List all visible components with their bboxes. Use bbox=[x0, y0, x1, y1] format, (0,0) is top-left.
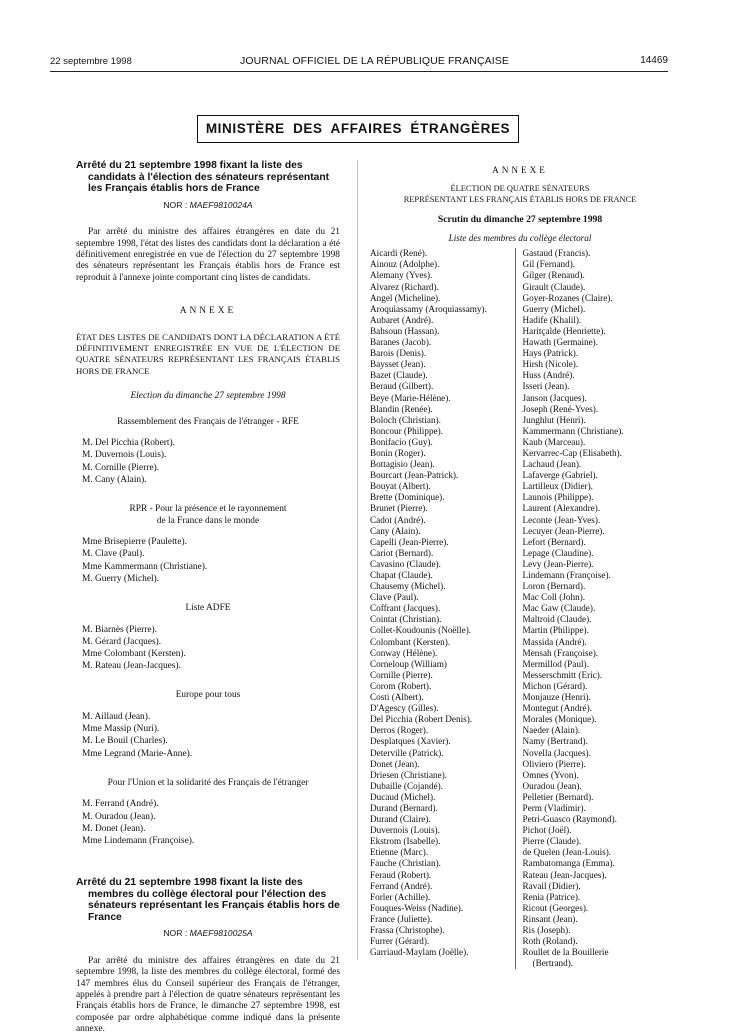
candidate: M. Guerry (Michel). bbox=[82, 573, 160, 584]
members-table bbox=[370, 248, 670, 969]
member-entry: Rateau (Jean-Jacques). bbox=[522, 869, 607, 880]
member-entry: Clave (Paul). bbox=[370, 592, 419, 603]
member-entry: Capelli (Jean-Pierre). bbox=[370, 536, 449, 547]
arrete1-nor bbox=[76, 200, 340, 212]
candidate: Mme Legrand (Marie-Anne). bbox=[82, 748, 193, 759]
member-entry: Ravail (Didier). bbox=[522, 880, 581, 891]
member-entry: Etienne (Marc). bbox=[370, 847, 429, 858]
nor-value: MAEF9810025A bbox=[189, 928, 253, 939]
member-entry: Huss (André). bbox=[522, 370, 575, 381]
member-entry: Brunet (Pierre). bbox=[370, 503, 428, 514]
nor-label: NOR : bbox=[163, 928, 188, 939]
member-entry: Ducaud (Michel). bbox=[370, 791, 436, 802]
member-entry: Frassa (Christophe). bbox=[370, 925, 445, 936]
member-entry: Naeder (Alain). bbox=[522, 725, 581, 736]
member-entry: Costi (Albert). bbox=[370, 692, 424, 703]
member-entry: Levy (Jean-Pierre). bbox=[522, 558, 594, 569]
member-entry: Aroquiassamy (Aroquiassamy). bbox=[370, 303, 487, 314]
member-entry: Hays (Patrick). bbox=[522, 348, 579, 359]
member-entry: Bourcart (Jean-Patrick). bbox=[370, 470, 459, 481]
member-entry: Corom (Robert). bbox=[370, 680, 432, 691]
member-entry: Loron (Bernard). bbox=[522, 581, 586, 592]
member-entry: Junghlut (Henri). bbox=[522, 414, 586, 425]
candidate: M. Ouradou (Jean). bbox=[82, 811, 156, 822]
candidate: Mme Massip (Nuri). bbox=[82, 724, 160, 735]
scrutin-title: Scrutin du dimanche 27 septembre 1998 bbox=[437, 213, 603, 225]
column-divider bbox=[357, 160, 358, 960]
member-entry: Launois (Philippe). bbox=[522, 492, 594, 503]
member-entry: Bonifacio (Guy). bbox=[370, 436, 433, 447]
member-entry: Bouyat (Albert). bbox=[370, 481, 431, 492]
members-column-1 bbox=[370, 248, 515, 969]
list-name: Rassemblement des Français de l'étranger - RFE bbox=[117, 416, 299, 427]
member-entry: Corneloup (William) bbox=[370, 658, 447, 669]
members-list-title: Liste des membres du collège électoral bbox=[448, 233, 592, 243]
member-entry: Durand (Bernard). bbox=[370, 802, 438, 813]
member-entry: Lafaverge (Gabriel). bbox=[522, 470, 598, 481]
member-entry: Novella (Jacques). bbox=[522, 747, 591, 758]
member-entry: Fauche (Christian). bbox=[370, 858, 441, 869]
member-entry: Lecuyer (Jean-Pierre). bbox=[522, 525, 605, 536]
member-entry: Deterville (Patrick). bbox=[370, 747, 444, 758]
nor-value: MAEF9810024A bbox=[189, 199, 253, 210]
member-entry: Fouques-Weiss (Nadine). bbox=[370, 902, 464, 913]
member-entry: Kaub (Marceau). bbox=[522, 436, 586, 447]
member-entry: Donet (Jean). bbox=[370, 758, 420, 769]
member-entry: Ricout (Georges). bbox=[522, 902, 589, 913]
annexe1-label: ANNEXE bbox=[179, 306, 237, 317]
member-entry: Cany (Alain). bbox=[370, 525, 421, 536]
candidate: Mme Colombant (Kersten). bbox=[82, 648, 186, 659]
member-entry: Cavasino (Claude). bbox=[370, 558, 441, 569]
page-header bbox=[50, 52, 668, 70]
member-entry: France (Juliette). bbox=[370, 913, 433, 924]
arrete2-paragraph: Par arrêté du ministre des affaires étrangères en date du 21 septembre 1998, la liste des membres du collège électoral, formé des 147 membres élus du Conseil supérieur des Français de l'étranger, appelés à prendre part à l'élection de quatre sénateurs représentant les Français établis hors de France, le dimanche 27 septembre 1998, est composée par ordre alphabétique comme indiqué dans la présente annexe. bbox=[76, 955, 340, 1035]
members-column-2 bbox=[515, 248, 670, 969]
member-entry: Hawath (Germaine). bbox=[522, 337, 599, 348]
member-entry: Aicardi (René). bbox=[370, 248, 428, 259]
member-entry: Ris (Joseph). bbox=[522, 925, 571, 936]
member-entry: Dubaille (Cojandé). bbox=[370, 780, 443, 791]
member-entry: Beye (Marie-Hélène). bbox=[370, 392, 451, 403]
member-entry: Chausemy (Michel). bbox=[370, 581, 446, 592]
candidate-list bbox=[76, 690, 340, 759]
member-entry: Derros (Roger). bbox=[370, 725, 429, 736]
candidate-list bbox=[76, 417, 340, 486]
journal-title: JOURNAL OFFICIEL DE LA RÉPUBLIQUE FRANÇAISE bbox=[240, 55, 509, 67]
page-number: 14469 bbox=[640, 55, 668, 66]
left-column bbox=[76, 160, 340, 1036]
member-entry: Hirsh (Nicole). bbox=[522, 359, 579, 370]
member-entry: Cadot (André). bbox=[370, 514, 426, 525]
member-entry: Gastaud (Francis). bbox=[522, 248, 591, 259]
member-entry: Beraud (Gilbert). bbox=[370, 381, 434, 392]
candidate: M. Gérard (Jacques). bbox=[82, 636, 162, 647]
header-rule bbox=[50, 71, 668, 72]
member-entry: Aubaret (André). bbox=[370, 314, 434, 325]
member-entry: Martin (Philippe). bbox=[522, 625, 589, 636]
member-entry: Bottagisio (Jean). bbox=[370, 459, 435, 470]
member-entry: Chapat (Claude). bbox=[370, 570, 433, 581]
member-entry: Gilger (Renaud). bbox=[522, 270, 585, 281]
member-entry: Lefort (Bernard). bbox=[522, 536, 586, 547]
member-entry: Cariot (Bernard). bbox=[370, 547, 434, 558]
annexe2-heading bbox=[370, 184, 670, 204]
member-entry: Bazet (Claude). bbox=[370, 370, 428, 381]
candidate-list bbox=[76, 778, 340, 847]
member-entry: Leconte (Jean-Yves). bbox=[522, 514, 601, 525]
member-entry: Brette (Dominique). bbox=[370, 492, 445, 503]
annexe2-heading-line2: REPRÉSENTANT LES FRANÇAIS ÉTABLIS HORS DE FRANCE bbox=[403, 194, 637, 204]
member-entry: Furrer (Gérard). bbox=[370, 936, 430, 947]
member-entry: Mac Gaw (Claude). bbox=[522, 603, 596, 614]
member-entry: Perm (Vladimir). bbox=[522, 802, 586, 813]
candidate: M. Le Bouil (Charles). bbox=[82, 736, 168, 747]
member-entry: Del Picchia (Robert Denis). bbox=[370, 714, 473, 725]
member-entry: Renia (Patrice). bbox=[522, 891, 581, 902]
member-entry: D'Agescy (Gilles). bbox=[370, 703, 439, 714]
member-entry: Gil (Fernand). bbox=[522, 259, 576, 270]
ministry-title-box: MINISTÈRE DES AFFAIRES ÉTRANGÈRES bbox=[197, 115, 519, 143]
candidate: M. Duvernois (Louis). bbox=[82, 450, 167, 461]
member-entry: Haritçalde (Henriette). bbox=[522, 325, 606, 336]
member-entry: Garriaud-Maylam (Joëlle). bbox=[370, 947, 469, 958]
member-entry: Lachaud (Jean). bbox=[522, 459, 582, 470]
member-entry: Feraud (Robert). bbox=[370, 869, 432, 880]
member-entry: Mermillod (Paul). bbox=[522, 658, 589, 669]
candidate-list bbox=[76, 603, 340, 672]
member-entry: (Bertrand). bbox=[532, 958, 574, 969]
candidate: M. Rateau (Jean-Jacques). bbox=[82, 661, 181, 672]
list-name: Pour l'Union et la solidarité des Français de l'étranger bbox=[107, 777, 309, 788]
member-entry: Joseph (René-Yves). bbox=[522, 403, 599, 414]
member-entry: Janson (Jacques). bbox=[522, 392, 587, 403]
member-entry: Ferrand (André). bbox=[370, 880, 433, 891]
member-entry: Lindemann (Françoise). bbox=[522, 570, 611, 581]
member-entry: Isseri (Jean). bbox=[522, 381, 570, 392]
candidate: M. Donet (Jean). bbox=[82, 823, 146, 834]
member-entry: Boncour (Philippe). bbox=[370, 425, 443, 436]
arrete2-title: Arrêté du 21 septembre 1998 fixant la liste des membres du collège électoral pour l'élection des sénateurs représentant les Français établis hors de France bbox=[76, 877, 340, 923]
member-entry: Colombant (Kersten). bbox=[370, 636, 451, 647]
member-entry: Angel (Micheline). bbox=[370, 292, 441, 303]
annexe2-heading-line1: ÉLECTION DE QUATRE SÉNATEURS bbox=[450, 184, 590, 194]
member-entry: Rambatomanga (Emma). bbox=[522, 858, 615, 869]
member-entry: Kervarrec-Cap (Elisabeth). bbox=[522, 447, 623, 458]
member-entry: Durand (Claire). bbox=[370, 814, 431, 825]
member-entry: Desplatques (Xavier). bbox=[370, 736, 451, 747]
member-entry: Bonin (Roger). bbox=[370, 447, 426, 458]
member-entry: Baranes (Jacob). bbox=[370, 337, 432, 348]
header-date: 22 septembre 1998 bbox=[50, 56, 132, 67]
member-entry: Pierre (Claude). bbox=[522, 836, 582, 847]
member-entry: Driesen (Christiane). bbox=[370, 769, 448, 780]
member-entry: Girault (Claude). bbox=[522, 281, 586, 292]
member-entry: Pelletier (Bernard). bbox=[522, 791, 594, 802]
member-entry: Alvarez (Richard). bbox=[370, 281, 439, 292]
member-entry: de Quelen (Jean-Louis). bbox=[522, 847, 612, 858]
member-entry: Ainouz (Adolphe). bbox=[370, 259, 440, 270]
member-entry: Monjauze (Henri). bbox=[522, 692, 591, 703]
member-entry: Mac Coll (John). bbox=[522, 592, 586, 603]
candidate-list bbox=[76, 504, 340, 585]
member-entry: Laurent (Alexandre). bbox=[522, 503, 601, 514]
member-entry: Mensah (Françoise). bbox=[522, 647, 599, 658]
list-name: RPR - Pour la présence et le rayonnement de la France dans le monde bbox=[129, 503, 287, 526]
election-line: Election du dimanche 27 septembre 1998 bbox=[130, 390, 286, 401]
member-entry: Lartilleux (Didier). bbox=[522, 481, 593, 492]
member-entry: Petri-Guasco (Raymond). bbox=[522, 814, 617, 825]
member-entry: Rinsant (Jean). bbox=[522, 913, 578, 924]
member-entry: Pichot (Joël). bbox=[522, 825, 572, 836]
member-entry: Cointat (Christian). bbox=[370, 614, 442, 625]
list-name: Liste ADFE bbox=[185, 602, 231, 613]
annexe2-label: ANNEXE bbox=[492, 165, 548, 175]
member-entry: Michon (Gérard). bbox=[522, 680, 588, 691]
member-entry: Ekstrom (Isabelle). bbox=[370, 836, 441, 847]
member-entry: Barois (Denis). bbox=[370, 348, 427, 359]
member-entry: Morales (Monique). bbox=[522, 714, 597, 725]
member-entry: Namy (Bertrand). bbox=[522, 736, 588, 747]
member-entry: Roth (Roland). bbox=[522, 936, 578, 947]
member-entry: Roullet de la Bouillerie bbox=[522, 947, 609, 958]
member-entry: Omnes (Yvon). bbox=[522, 769, 579, 780]
annexe1-heading: ÉTAT DES LISTES DE CANDIDATS DONT LA DÉCLARATION A ÉTÉ DÉFINITIVEMENT ENREGISTRÉE EN VUE DE L'ÉLECTION DE QUATRE SÉNATEURS REPRÉSENTANT LES FRANÇAIS ÉTABLIS HORS DE FRANCE bbox=[76, 331, 340, 376]
candidate: M. Cornille (Pierre). bbox=[82, 462, 160, 473]
member-entry: Lepage (Claudine). bbox=[522, 547, 594, 558]
candidate: M. Del Picchia (Robert). bbox=[82, 438, 175, 449]
member-entry: Duvernois (Louis). bbox=[370, 825, 440, 836]
member-entry: Hadife (Khalil). bbox=[522, 314, 582, 325]
member-entry: Cornille (Pierre). bbox=[370, 669, 433, 680]
right-column bbox=[370, 165, 670, 969]
member-entry: Montegut (André). bbox=[522, 703, 592, 714]
member-entry: Messerschmitt (Eric). bbox=[522, 669, 603, 680]
candidate: M. Cany (Alain). bbox=[82, 474, 147, 485]
candidate: M. Biarnès (Pierre). bbox=[82, 624, 157, 635]
member-entry: Boloch (Christian). bbox=[370, 414, 441, 425]
candidate: Mme Lindemann (Françoise). bbox=[82, 835, 195, 846]
member-entry: Forler (Achille). bbox=[370, 891, 431, 902]
member-entry: Maltroid (Claude). bbox=[522, 614, 592, 625]
member-entry: Bahsoun (Hassan). bbox=[370, 325, 440, 336]
member-entry: Blandin (Renée). bbox=[370, 403, 433, 414]
arrete1-title: Arrêté du 21 septembre 1998 fixant la liste des candidats à l'élection des sénateurs représentant les Français établis hors de France bbox=[76, 160, 330, 194]
member-entry: Kammermann (Christiane). bbox=[522, 425, 624, 436]
nor-label: NOR : bbox=[163, 199, 188, 210]
candidate: Mme Brisepierre (Paulette). bbox=[82, 537, 187, 548]
member-entry: Goyer-Rozanes (Claire). bbox=[522, 292, 613, 303]
candidate: M. Aillaud (Jean). bbox=[82, 711, 151, 722]
member-entry: Ouradou (Jean). bbox=[522, 780, 582, 791]
arrete2-nor bbox=[76, 928, 340, 940]
member-entry: Collet-Koudounis (Noëlle). bbox=[370, 625, 472, 636]
arrete1-paragraph: Par arrêté du ministre des affaires étrangères en date du 21 septembre 1998, l'état des listes des candidats dont la déclaration a été définitivement enregistrée en vue de l'élection du 27 septembre 1998 des sénateurs représentant les Français établis hors de France est reproduit à l'annexe jointe comportant cinq listes de candidats. bbox=[76, 227, 340, 283]
list-name: Europe pour tous bbox=[175, 690, 241, 701]
member-entry: Oliviero (Pierre). bbox=[522, 758, 586, 769]
member-entry: Alemany (Yves). bbox=[370, 270, 433, 281]
candidate: M. Clave (Paul). bbox=[82, 549, 145, 560]
member-entry: Coffrant (Jacques). bbox=[370, 603, 441, 614]
candidate: M. Ferrand (André). bbox=[82, 799, 159, 810]
member-entry: Guerry (Michel). bbox=[522, 303, 586, 314]
member-entry: Baysset (Jean). bbox=[370, 359, 426, 370]
candidate: Mme Kammermann (Christiane). bbox=[82, 561, 208, 572]
member-entry: Massida (André). bbox=[522, 636, 587, 647]
member-entry: Conway (Hélène). bbox=[370, 647, 438, 658]
